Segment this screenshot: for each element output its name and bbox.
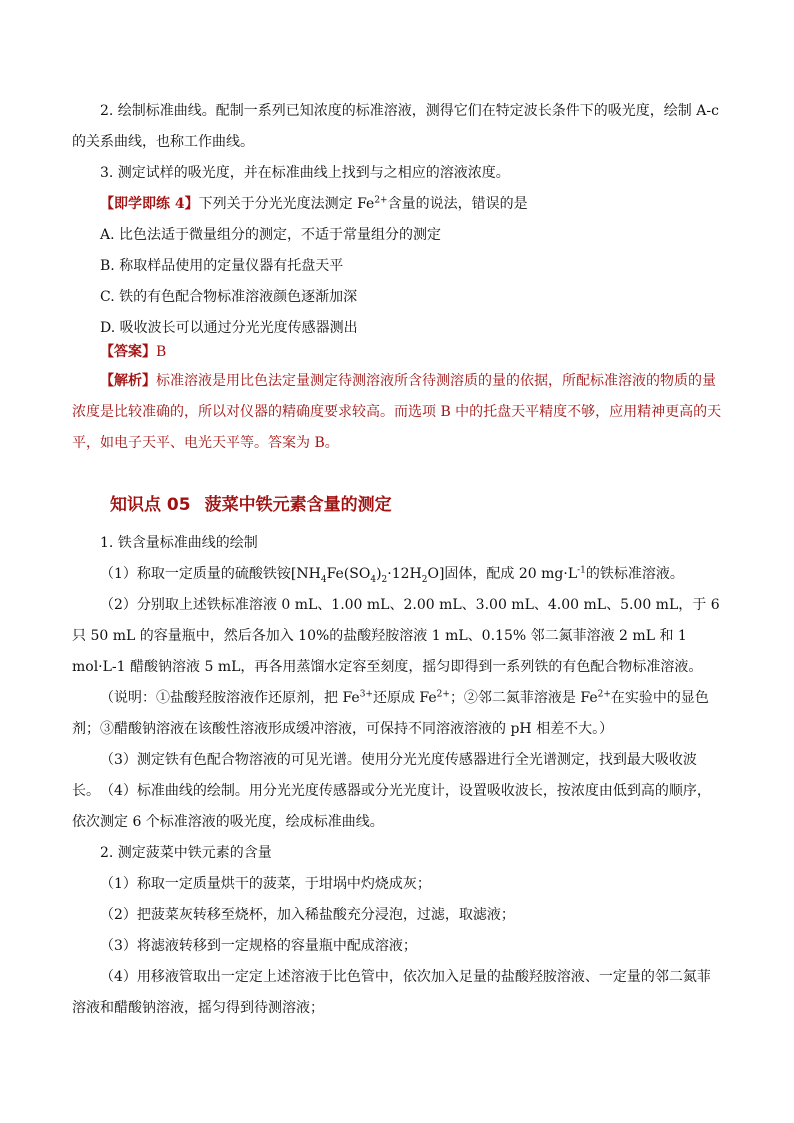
question-text-post: 含量的说法，错误的是 bbox=[387, 196, 528, 212]
note-sup-3plus: 3+ bbox=[359, 689, 373, 700]
section-title: 菠菜中铁元素含量的测定 bbox=[204, 495, 392, 515]
paragraph-standard-curve: 2. 绘制标准曲线。配制一系列已知浓度的标准溶液，测得它们在特定波长条件下的吸光度，绘制 A-c 的关系曲线，也称工作曲线。 bbox=[72, 103, 719, 150]
analysis-paragraph bbox=[72, 366, 724, 459]
spinach-step-4: （4）用移液管取出一定定上述溶液于比色管中，依次加入足量的盐酸羟胺溶液、一定量的邻二氮菲溶液和醋酸钠溶液，摇匀得到待测溶液； bbox=[72, 969, 711, 1016]
spinach-step-3: （3）将滤液转移到一定规格的容量瓶中配成溶液； bbox=[100, 938, 417, 954]
section-number: 知识点 05 bbox=[110, 495, 191, 515]
subsection-1-title: 1. 铁含量标准曲线的绘制 bbox=[100, 535, 258, 551]
step-1-text-a: （1）称取一定质量的硫酸铁铵[NH bbox=[100, 566, 321, 582]
analysis-text: 标准溶液是用比色法定量测定待测溶液所含待测溶质的量的依据，所配标准溶液的物质的量浓度是比较准确的，所以对仪器的精确度要求较高。而选项 B 中的托盘天平精度不够，应用精神更高的天平，如电子天平、电光天平等。答案为 B。 bbox=[72, 373, 722, 451]
section-heading bbox=[110, 490, 392, 520]
option-d: D. 吸收波长可以通过分光光度传感器测出 bbox=[100, 320, 358, 336]
paragraph-measure-sample: 3. 测定试样的吸光度，并在标准曲线上找到与之相应的溶液浓度。 bbox=[100, 165, 510, 181]
step-1-text-e: O]固体，配成 20 mg·L bbox=[427, 566, 578, 582]
spinach-step-2: （2）把菠菜灰转移至烧杯，加入稀盐酸充分浸泡，过滤，取滤液； bbox=[100, 907, 515, 923]
spinach-step-1: （1）称取一定质量烘干的菠菜，于坩埚中灼烧成灰； bbox=[100, 876, 431, 892]
analysis-tag: 【解析】 bbox=[100, 373, 156, 389]
practice-tag: 【即学即练 4】 bbox=[100, 196, 199, 212]
answer-line bbox=[72, 338, 724, 366]
sub-2: 2 bbox=[381, 574, 388, 585]
note-sup-2plus-b: 2+ bbox=[597, 689, 611, 700]
answer-value: B bbox=[156, 344, 167, 360]
step-1-weigh bbox=[72, 559, 724, 590]
option-b: B. 称取样品使用的定量仪器有托盘天平 bbox=[100, 258, 344, 274]
subsection-2-title: 2. 测定菠菜中铁元素的含量 bbox=[100, 845, 272, 861]
step-1-text-f: 的铁标准溶液。 bbox=[585, 566, 684, 582]
sub-4b: 4 bbox=[370, 574, 377, 585]
option-c: C. 铁的有色配合物标准溶液颜色逐渐加深 bbox=[100, 289, 358, 305]
note-text-c: ；②邻二氮菲溶液是 Fe bbox=[449, 690, 598, 706]
answer-tag: 【答案】 bbox=[100, 344, 156, 360]
sub-4: 4 bbox=[320, 574, 327, 585]
note-paragraph bbox=[72, 683, 724, 745]
question-text-pre: 下列关于分光光度法测定 Fe bbox=[198, 196, 375, 212]
step-3-spectrum: （3）测定铁有色配合物溶液的可见光谱。使用分光光度传感器进行全光谱测定，找到最大吸收波长。 bbox=[72, 752, 697, 799]
step-1-text-d: ·12H bbox=[387, 566, 422, 582]
note-sup-2plus: 2+ bbox=[436, 689, 450, 700]
note-text-b: 还原成 Fe bbox=[372, 690, 437, 706]
step-2-dilute: （2）分别取上述铁标准溶液 0 mL、1.00 mL、2.00 mL、3.00 mL、4.00 mL、5.00 mL，于 6 只 50 mL 的容量瓶中，然后各加入 10%的盐酸羟胺溶液 1 mL、0.15% 邻二氮菲溶液 2 mL 和 1 mol·L-1 醋酸钠溶液 5 mL，再各用蒸馏水定容至刻度，摇匀即得到一系列铁的有色配合物标准溶液。 bbox=[72, 597, 720, 675]
note-text-a: （说明：①盐酸羟胺溶液作还原剂，把 Fe bbox=[100, 690, 360, 706]
step-4-curve: （4）标准曲线的绘制。用分光光度传感器或分光光度计，设置吸收波长，按浓度由低到高的顺序，依次测定 6 个标准溶液的吸光度，绘成标准曲线。 bbox=[72, 783, 711, 830]
step-1-text-c: ) bbox=[376, 566, 382, 582]
note-text-d: 在实验中的显色剂；③醋酸钠溶液在该酸性溶液形成缓冲溶液，可保持不同溶液溶液的 pH 相差不大。） bbox=[72, 690, 709, 737]
sub-2b: 2 bbox=[421, 574, 428, 585]
practice-question bbox=[72, 189, 724, 220]
sup-neg1: -1 bbox=[577, 565, 586, 576]
question-superscript: 2+ bbox=[374, 195, 388, 206]
step-1-text-b: Fe(SO bbox=[326, 566, 371, 582]
option-a: A. 比色法适于微量组分的测定，不适于常量组分的测定 bbox=[100, 227, 442, 243]
